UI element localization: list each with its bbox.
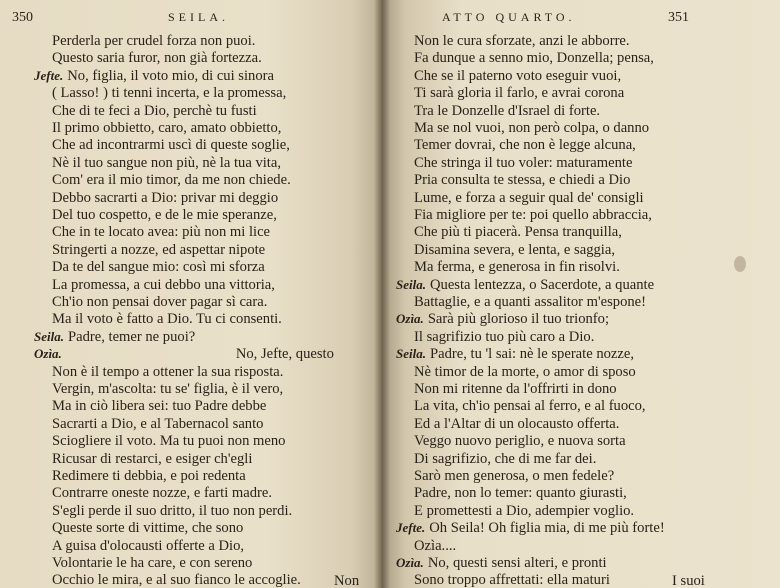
- text-line: [52, 363, 283, 381]
- line-text: Non mi ritenne da l'offrirti in dono: [414, 381, 617, 397]
- line-text: Oh Seila! Oh figlia mia, di me più forte!: [429, 520, 665, 537]
- line-text: Che più ti piacerà. Pensa tranquilla,: [414, 224, 622, 241]
- line-text: Padre, non lo temer: quanto giurasti,: [414, 485, 627, 502]
- speaker-label: Seila.: [396, 276, 426, 292]
- text-line: [414, 119, 649, 137]
- line-text: Che di te feci a Dio, perchè tu fusti: [52, 102, 257, 119]
- text-line: [52, 293, 267, 311]
- text-line: [52, 49, 262, 67]
- text-line: [52, 554, 252, 572]
- text-line: [52, 189, 278, 207]
- line-text: Che ad incontrarmi uscì di queste soglie,: [52, 137, 290, 154]
- text-line: [414, 102, 600, 120]
- line-text: Questa lentezza, o Sacerdote, a quante: [429, 276, 655, 293]
- text-line: [414, 467, 614, 485]
- line-text: Com' era il mio timor, da me non chiede.: [52, 172, 291, 189]
- text-line: [414, 484, 627, 502]
- line-text: Nè timor de la morte, o amor di sposo: [414, 363, 636, 380]
- line-text: Perderla per crudel forza non puoi.: [52, 33, 256, 49]
- line-text: Questo saria furor, non già fortezza.: [52, 50, 262, 67]
- line-text: Redimere ti debbia, e poi redenta: [52, 468, 246, 484]
- line-text: Che in te locato avea: più non mi lice: [52, 224, 271, 241]
- speaker-label: Ozìa.: [396, 311, 424, 327]
- line-text: Sarò men generosa, o men fedele?: [414, 468, 615, 484]
- line-text: Che se il paterno voto eseguir vuoi,: [414, 67, 622, 84]
- line-text: Da te del sangue mio: così mi sforza: [52, 259, 265, 276]
- page-number: 351: [668, 10, 689, 25]
- text-line: [414, 32, 630, 50]
- text-line: [414, 380, 617, 398]
- text-line: [414, 363, 636, 381]
- text-line: [414, 154, 632, 172]
- text-line: [414, 223, 622, 241]
- line-text: Battaglie, e a quanti assalitor m'espone!: [414, 294, 647, 310]
- text-line: [52, 136, 290, 154]
- text-line: [414, 206, 652, 224]
- line-text: Debbo sacrarti a Dio: privar mi deggio: [52, 189, 279, 206]
- line-text: Del tuo cospetto, e de le mie speranze,: [52, 207, 277, 223]
- text-line: [52, 32, 255, 50]
- line-text: Sono troppo affrettati: ella maturi: [414, 572, 610, 588]
- line-text: Disamina severa, e lenta, e saggia,: [414, 241, 615, 258]
- line-text: A guisa d'olocausti offerte a Dio,: [52, 537, 245, 554]
- line-text: E promettesti a Dio, adempier voglio.: [414, 502, 635, 519]
- text-line: [52, 450, 252, 468]
- line-text: Contrarre oneste nozze, e farti madre.: [52, 485, 273, 502]
- text-line: [52, 119, 281, 137]
- speaker-label: Jefte.: [396, 520, 426, 536]
- line-text: No, Jefte, questo: [235, 346, 334, 363]
- line-text: Tra le Donzelle d'Israel di forte.: [414, 102, 601, 119]
- line-text: Il sagrifizio tuo più caro a Dio.: [414, 328, 595, 345]
- line-text: Fa dunque a senno mio, Donzella; pensa,: [414, 50, 654, 67]
- text-line: [396, 276, 654, 294]
- text-line: [52, 397, 266, 415]
- line-text: Ma se nol vuoi, non però colpa, o danno: [414, 120, 650, 136]
- text-line: [414, 328, 594, 346]
- text-line: [414, 293, 646, 311]
- text-line: [414, 49, 654, 67]
- text-line: [52, 258, 265, 276]
- line-text: Sacrarti a Dio, e al Tabernacol santo: [52, 415, 264, 432]
- line-text: Lume, e forza a seguir qual de' consigli: [414, 189, 644, 206]
- text-line: [52, 206, 277, 224]
- text-line: [414, 537, 456, 555]
- text-line: [52, 223, 270, 241]
- line-text: S'egli perde il suo dritto, il tuo non perdi.: [52, 502, 293, 519]
- text-line: [52, 484, 272, 502]
- line-text: Ricusar di restarci, e esiger ch'egli: [52, 450, 253, 467]
- text-line: [52, 415, 263, 433]
- line-text: La promessa, a cui debbo una vittoria,: [52, 276, 275, 293]
- line-text: Ma in ciò libera sei: tuo Padre debbe: [52, 398, 267, 415]
- text-line: [52, 571, 301, 588]
- line-text: Sarà più glorioso il tuo trionfo;: [427, 311, 610, 328]
- text-line: [414, 571, 610, 588]
- left-page: [0, 0, 382, 588]
- line-text: No, questi sensi alteri, e pronti: [427, 555, 607, 571]
- text-line: [414, 67, 621, 85]
- line-text: Padre, tu 'l sai: nè le sperate nozze,: [429, 346, 635, 363]
- speaker-label: Ozìa.: [396, 555, 424, 570]
- text-line: [34, 67, 274, 85]
- line-text: Pria consulta te stessa, e chiedi a Dio: [414, 172, 631, 189]
- text-line: [52, 241, 265, 259]
- catchword: Non: [334, 573, 360, 588]
- text-line: [414, 136, 636, 154]
- line-text: Ch'io non pensai dover pagar sì cara.: [52, 294, 268, 310]
- line-text: Ti sarà gloria il farlo, e avrai corona: [414, 85, 625, 102]
- text-line: [52, 154, 281, 172]
- line-text: Veggo nuovo periglio, e nuova sorta: [414, 433, 626, 450]
- paper-stain: [734, 256, 746, 272]
- line-text: Nè il tuo sangue non più, nè la tua vita,: [52, 154, 281, 171]
- text-line: [52, 432, 285, 450]
- text-line: [414, 258, 620, 276]
- line-text: Ma ferma, e generosa in fin risolvi.: [414, 259, 620, 276]
- text-line: [52, 502, 292, 520]
- line-text: Sciogliere il voto. Ma tu puoi non meno: [52, 433, 286, 450]
- text-line: [396, 345, 634, 363]
- line-text: Fia migliore per te: poi quello abbraccia,: [414, 207, 652, 223]
- text-line: [414, 415, 619, 433]
- line-text: Non le cura sforzate, anzi le abborre.: [414, 33, 630, 49]
- line-text: Di sagrifizio, che di me far dei.: [414, 450, 597, 467]
- text-line: [414, 397, 646, 415]
- text-line: [52, 84, 286, 102]
- text-line: [34, 345, 334, 363]
- catchword: I suoi: [672, 573, 705, 588]
- line-text: Stringerti a nozze, ed aspettar nipote: [52, 241, 266, 258]
- text-line: [414, 189, 644, 207]
- text-line: [414, 450, 596, 468]
- line-text: Non è il tempo a ottener la sua risposta.: [52, 363, 284, 380]
- text-line: [414, 502, 634, 520]
- text-line: [414, 432, 626, 450]
- running-head: ATTO QUARTO.: [442, 10, 576, 24]
- text-line: [34, 328, 195, 346]
- line-text: Queste sorte di vittime, che sono: [52, 520, 244, 537]
- text-line: [52, 102, 257, 120]
- speaker-label: Seila.: [34, 328, 64, 344]
- line-text: Che stringa il tuo voler: maturamente: [414, 154, 633, 171]
- speaker-label: Ozìa.: [34, 346, 62, 362]
- text-line: [52, 467, 246, 485]
- text-line: [396, 554, 607, 572]
- text-line: [52, 171, 291, 189]
- line-text: Temer dovrai, che non è legge alcuna,: [414, 137, 636, 154]
- line-text: Ma il voto è fatto a Dio. Tu ci consenti.: [52, 311, 282, 328]
- text-line: [414, 241, 615, 259]
- line-text: Occhio le mira, e al suo fianco le accoglie.: [52, 572, 301, 588]
- speaker-label: Jefte.: [34, 67, 64, 83]
- line-text: Vergin, m'ascolta: tu se' figlia, è il vero,: [52, 381, 284, 397]
- text-line: [52, 519, 243, 537]
- line-text: Ozìa....: [414, 537, 457, 554]
- text-line: [396, 519, 665, 537]
- running-head: SEILA.: [168, 10, 229, 24]
- line-text: No, figlia, il voto mio, di cui sinora: [67, 67, 274, 84]
- book-gutter: [374, 0, 390, 588]
- line-text: La vita, ch'io pensai al ferro, e al fuoco,: [414, 398, 646, 415]
- line-text: Ed a l'Altar di un olocausto offerta.: [414, 415, 620, 432]
- page-number: 350: [12, 10, 33, 25]
- text-line: [52, 380, 283, 398]
- text-line: [414, 84, 624, 102]
- line-text: Padre, temer ne puoi?: [67, 328, 196, 345]
- speaker-label: Seila.: [396, 346, 426, 362]
- text-line: [52, 537, 244, 555]
- right-page: [382, 0, 780, 588]
- text-line: [52, 276, 275, 294]
- text-line: [52, 310, 282, 328]
- line-text: Volontarie le ha care, e con sereno: [52, 555, 253, 571]
- text-line: [396, 310, 609, 328]
- text-line: [414, 171, 630, 189]
- line-text: Il primo obbietto, caro, amato obbietto,: [52, 120, 282, 136]
- line-text: ( Lasso! ) ti tenni incerta, e la promessa,: [52, 85, 287, 102]
